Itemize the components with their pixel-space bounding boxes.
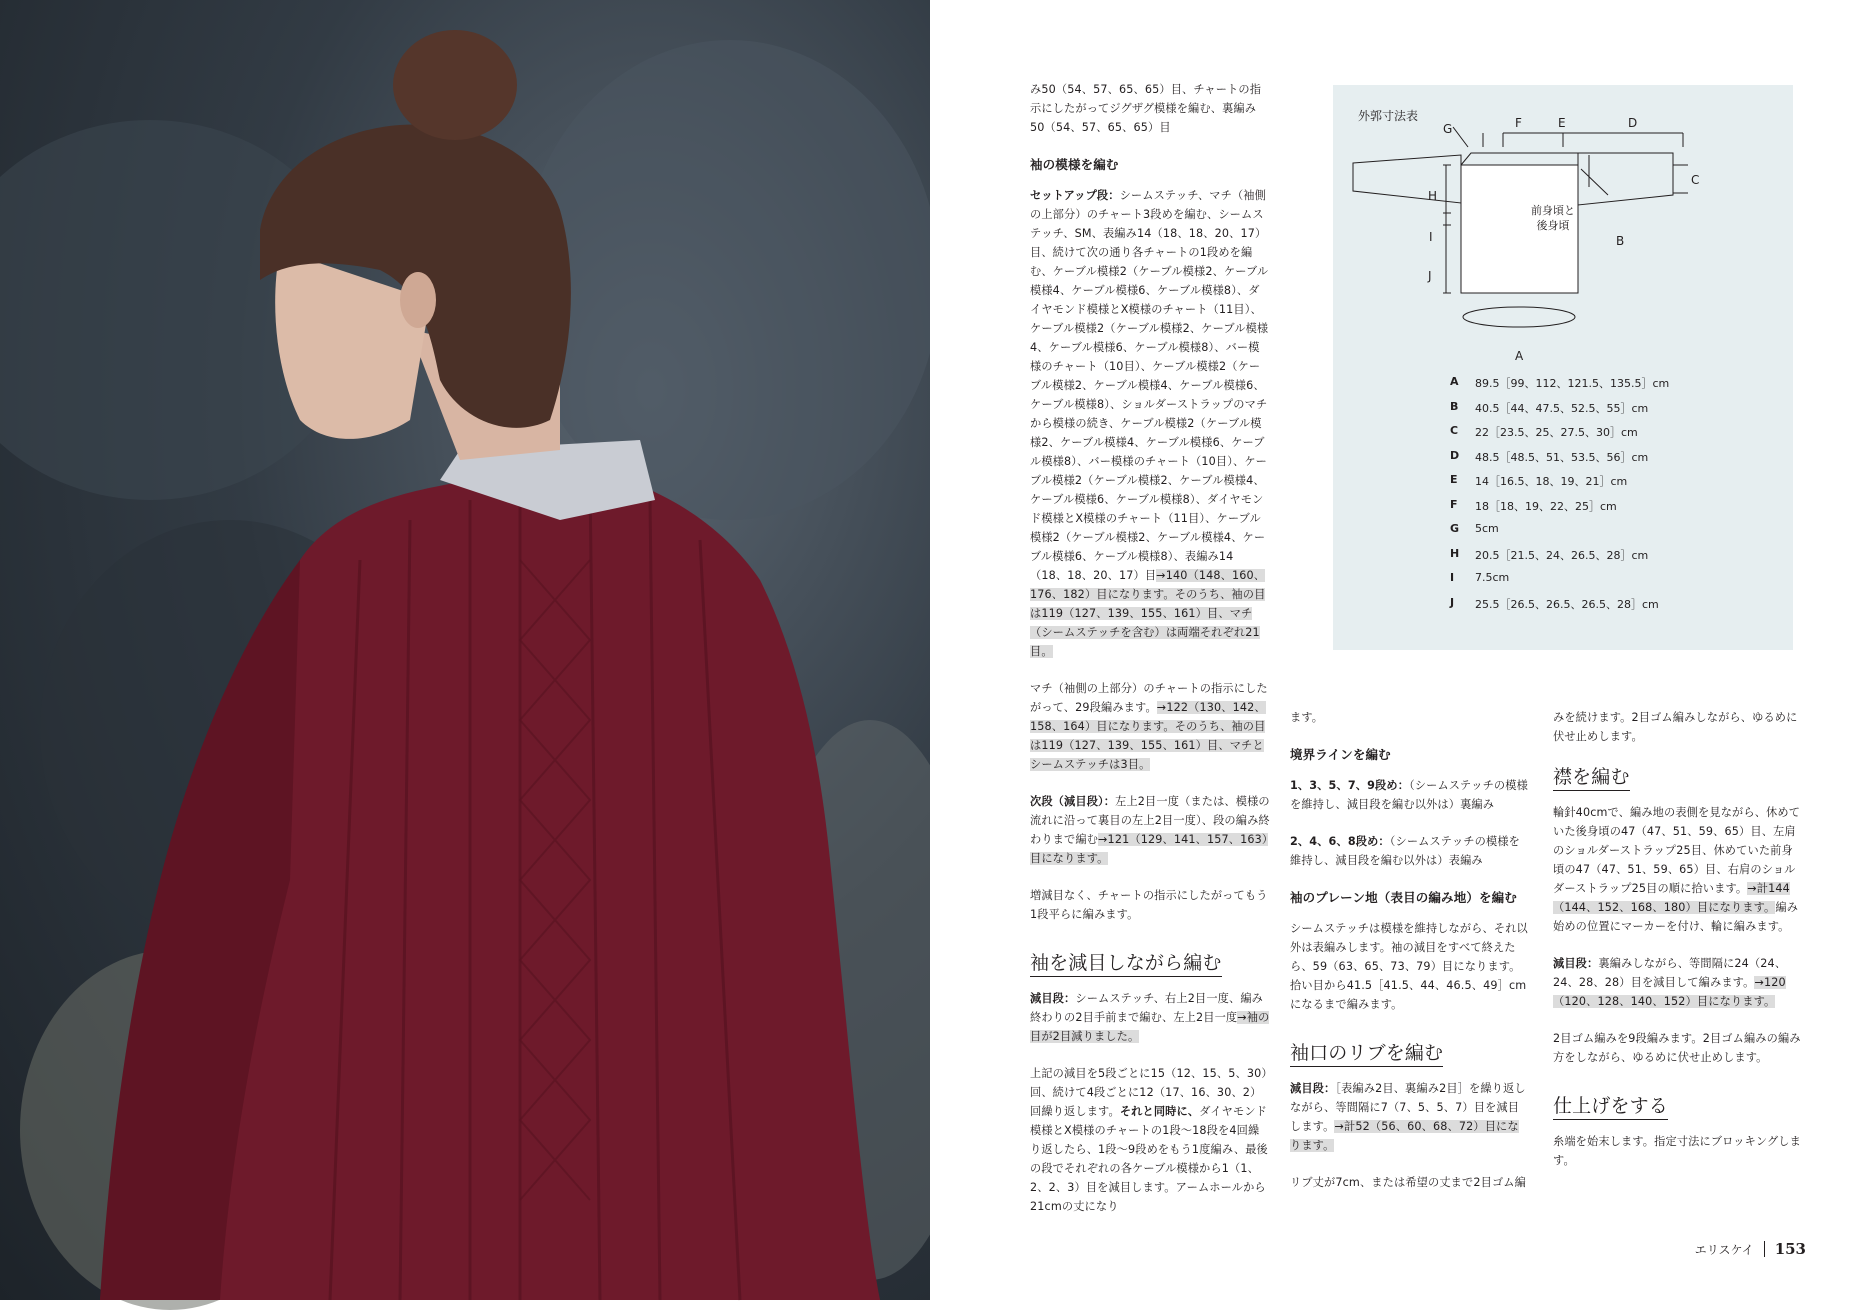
- paragraph: み50（54、57、65、65）目、チャートの指示にしたがってジグザグ模様を編む、裏編み50（54、57、65、65）目: [1030, 83, 1262, 134]
- measurement-row: [1450, 522, 1499, 535]
- pattern-page: [930, 0, 1872, 1300]
- step-label: 減目段：: [1553, 957, 1599, 970]
- section-heading: 袖のプレーン地（表目の編み地）を編む: [1290, 890, 1517, 905]
- measurement-key: I: [1450, 571, 1455, 584]
- step-label: 減目段：: [1030, 992, 1076, 1005]
- measurement-row: [1450, 424, 1638, 440]
- measurement-key: C: [1450, 424, 1459, 437]
- page-footer: [1695, 1240, 1806, 1258]
- measurement-value: 40.5［44、47.5、52.5、55］cm: [1475, 401, 1649, 415]
- step-text: ダイヤモンド模様とX模様のチャートの1段～18段を4回繰り返したら、1段～9段めをもう1度編み、最後の段でそれぞれの各ケーブル模様から1（1、2、2、3）目を減目します。アームホールから21cmの丈になり: [1030, 1105, 1268, 1213]
- measurement-value: 22［23.5、25、27.5、30］cm: [1475, 426, 1638, 439]
- result-highlight: →袖の目が2目減りました。: [1030, 1011, 1270, 1043]
- measurement-value: 48.5［48.5、51、53.5、56］cm: [1475, 450, 1649, 464]
- result-highlight: →122（130、142、158、164）目になります。そのうち、袖の目は119（127、139、155、161）目、マチとシームステッチは3目。: [1030, 701, 1266, 771]
- page-number: 153: [1774, 1240, 1806, 1258]
- dim-label-e: E: [1558, 116, 1566, 130]
- result-highlight: →120（120、128、140、152）目になります。: [1553, 976, 1786, 1008]
- step-text: （シームステッチの模様を維持し、減目段を編む以外は）表編み: [1290, 835, 1520, 867]
- paragraph: 増減目なく、チャートの指示にしたがってもう1段平らに編みます。: [1030, 889, 1268, 921]
- paragraph: リブ丈が7cm、または希望の丈まで2目ゴム編: [1290, 1176, 1526, 1189]
- step-label: 減目段：: [1290, 1082, 1336, 1095]
- measurement-key: F: [1450, 497, 1458, 511]
- section-heading: 境界ラインを編む: [1290, 747, 1391, 762]
- measurement-row: [1450, 596, 1659, 612]
- step-text: 上記の減目を5段ごとに15（12、15、5、30）回、続けて4段ごとに12（17、16、30、2）回繰り返します。: [1030, 1067, 1268, 1118]
- paragraph: [1030, 989, 1270, 1046]
- measurement-value: 5cm: [1475, 522, 1499, 535]
- paragraph: [1030, 792, 1270, 868]
- body-label-line: 後身頃: [1536, 219, 1570, 232]
- paragraph: [1030, 1064, 1270, 1216]
- measurement-row: [1450, 449, 1648, 465]
- section-heading: 袖の模様を編む: [1030, 157, 1119, 172]
- step-label: セットアップ段：: [1030, 189, 1120, 202]
- measurement-value: 89.5［99、112、121.5、135.5］cm: [1475, 377, 1670, 390]
- section-title: 仕上げをする: [1553, 1093, 1668, 1120]
- measurement-row: [1450, 400, 1648, 416]
- measurement-row: [1450, 547, 1648, 563]
- step-label: 2、4、6、8段め：: [1290, 835, 1390, 848]
- paragraph: 2目ゴム編みを9段編みます。2目ゴム編みの編み方をしながら、ゆるめに伏せ止めします。: [1553, 1032, 1801, 1064]
- measurement-row: [1450, 498, 1617, 514]
- step-text: マチ（袖側の上部分）のチャートの指示にしたがって、29段編みます。: [1030, 682, 1268, 714]
- measurement-value: 7.5cm: [1475, 571, 1510, 584]
- result-highlight: →計144（144、152、168、180）目になります。: [1553, 882, 1790, 914]
- step-label: 次段（減目段）：: [1030, 795, 1116, 808]
- measurement-value: 18［18、19、22、25］cm: [1475, 499, 1617, 513]
- body-label-line: 前身頃と: [1531, 204, 1575, 217]
- step-text: シームステッチ、マチ（袖側の上部分）のチャート3段めを編む、シームステッチ、SM、表編み14（18、18、20、17）目、続けて次の通り各チャートの1段めを編む、ケーブル模様2（ケーブル模様2、ケーブル模様4、ケーブル模様6、ケーブル模様8）、ダイヤモンド模様とX模様のチャート（11目）、ケーブル模様2（ケーブル模様2、ケーブル模様4、ケーブル模様6、ケーブル模様8）、バー模様のチャート（10目）、ケーブル模様2（ケーブル模様2、ケーブル模様4、ケーブル模様6、ケーブル模様8）、ショルダーストラップのマチから模様の続き、ケーブル模様2（ケーブル模様2、ケーブル模様4、ケーブル模様6、ケーブル模様8）、バー模様のチャート（10目）、ケーブル模様2（ケーブル模様2、ケーブル模様4、ケーブル模様6、ケーブル模様8）、ダイヤモンド模様とX模様のチャート（11目）、ケーブル模様2（ケーブル模様2、ケーブル模様4、ケーブル模様6、ケーブル模様8）、表編み14（18、18、20、17）目: [1030, 189, 1269, 582]
- result-highlight: →計52（56、60、68、72）目になります。: [1290, 1120, 1519, 1152]
- dim-label-f: F: [1515, 116, 1522, 130]
- size-schematic: [1333, 85, 1793, 650]
- step-text: ［表編み2目、裏編み2目］を繰り返しながら、等間隔に7（7、5、5、7）目を減目します。: [1290, 1082, 1526, 1133]
- measurement-row: [1450, 375, 1669, 391]
- paragraph: シームステッチは模様を維持しながら、それ以外は表編みします。袖の減目をすべて終えたら、59（63、65、73、79）目になります。拾い目から41.5［41.5、44、46.5、49］cmになるまで編みます。: [1290, 922, 1528, 1011]
- model-photo: [0, 0, 930, 1300]
- result-highlight: →140（148、160、176、182）目になります。そのうち、袖の目は119（127、139、155、161）目、マチ（シームステッチを含む）は両端それぞれ21目。: [1030, 569, 1266, 658]
- dim-label-c: C: [1691, 173, 1700, 187]
- measurement-row: [1450, 473, 1627, 489]
- paragraph: ます。: [1290, 711, 1324, 724]
- measurement-key: D: [1450, 448, 1460, 462]
- text-column-1: [1030, 80, 1270, 1234]
- dim-label-a: A: [1515, 349, 1524, 363]
- measurement-key: B: [1450, 399, 1459, 413]
- result-highlight: →121（129、141、157、163）目になります。: [1030, 833, 1268, 865]
- footer-divider: [1764, 1241, 1765, 1257]
- measurement-value: 25.5［26.5、26.5、26.5、28］cm: [1475, 597, 1659, 611]
- paragraph: みを続けます。2目ゴム編みしながら、ゆるめに伏せ止めします。: [1553, 711, 1798, 743]
- text-column-2: [1290, 708, 1530, 1210]
- paragraph: [1030, 679, 1270, 774]
- designer-name: エリスケイ: [1694, 1242, 1754, 1257]
- paragraph: [1290, 776, 1530, 814]
- step-text: 裏編みしながら、等間隔に24（24、24、28、28）目を減目して編みます。: [1553, 957, 1787, 989]
- measurement-key: A: [1450, 375, 1459, 388]
- measurement-value: 14［16.5、18、19、21］cm: [1475, 475, 1628, 488]
- step-text: （シームステッチの模様を維持し、減目段を編む以外は）裏編み: [1290, 779, 1528, 811]
- step-label: それと同時に、: [1119, 1105, 1200, 1118]
- dim-label-j: J: [1428, 269, 1432, 283]
- section-title: 襟を編む: [1553, 764, 1630, 791]
- measurement-key: E: [1450, 473, 1458, 486]
- paragraph: [1290, 832, 1530, 870]
- paragraph: 糸端を始末します。指定寸法にブロッキングします。: [1553, 1135, 1801, 1167]
- paragraph: [1553, 803, 1803, 936]
- step-text: 左上2目一度（または、模様の流れに沿って裏目の左上2目一度）、段の編み終わりまで編む: [1030, 795, 1270, 846]
- schematic-title: 外郭寸法表: [1358, 109, 1419, 123]
- step-text: シームステッチ、右上2目一度、編み終わりの2目手前まで編む、左上2目一度: [1030, 992, 1264, 1024]
- measurement-key: H: [1450, 546, 1460, 560]
- paragraph: [1290, 1079, 1530, 1155]
- section-title: 袖口のリブを編む: [1290, 1040, 1443, 1067]
- measurement-key: G: [1450, 522, 1460, 535]
- dim-label-b: B: [1616, 234, 1625, 248]
- model-figure: [0, 0, 930, 1300]
- step-text: 輪針40cmで、編み地の表側を見ながら、休めていた後身頃の47（47、51、59、65）目、左肩のショルダーストラップ25目、休めていた前身頃の47（47、51、59、65）目、右肩のショルダーストラップ25目の順に拾います。: [1553, 806, 1801, 895]
- dim-label-d: D: [1628, 116, 1638, 130]
- body-label: [1531, 203, 1575, 233]
- paragraph: [1030, 186, 1270, 661]
- section-title: 袖を減目しながら編む: [1030, 950, 1222, 977]
- step-text: 編み始めの位置にマーカーを付け、輪に編みます。: [1553, 901, 1799, 933]
- measurement-row: [1450, 571, 1509, 584]
- measurement-value: 20.5［21.5、24、26.5、28］cm: [1475, 548, 1649, 562]
- measurement-key: J: [1450, 595, 1455, 609]
- dim-label-g: G: [1443, 122, 1453, 136]
- dim-label-h: H: [1428, 189, 1438, 203]
- dim-label-i: I: [1429, 230, 1433, 244]
- paragraph: [1553, 954, 1803, 1011]
- text-column-3: [1553, 708, 1803, 1188]
- step-label: 1、3、5、7、9段め：: [1290, 779, 1410, 792]
